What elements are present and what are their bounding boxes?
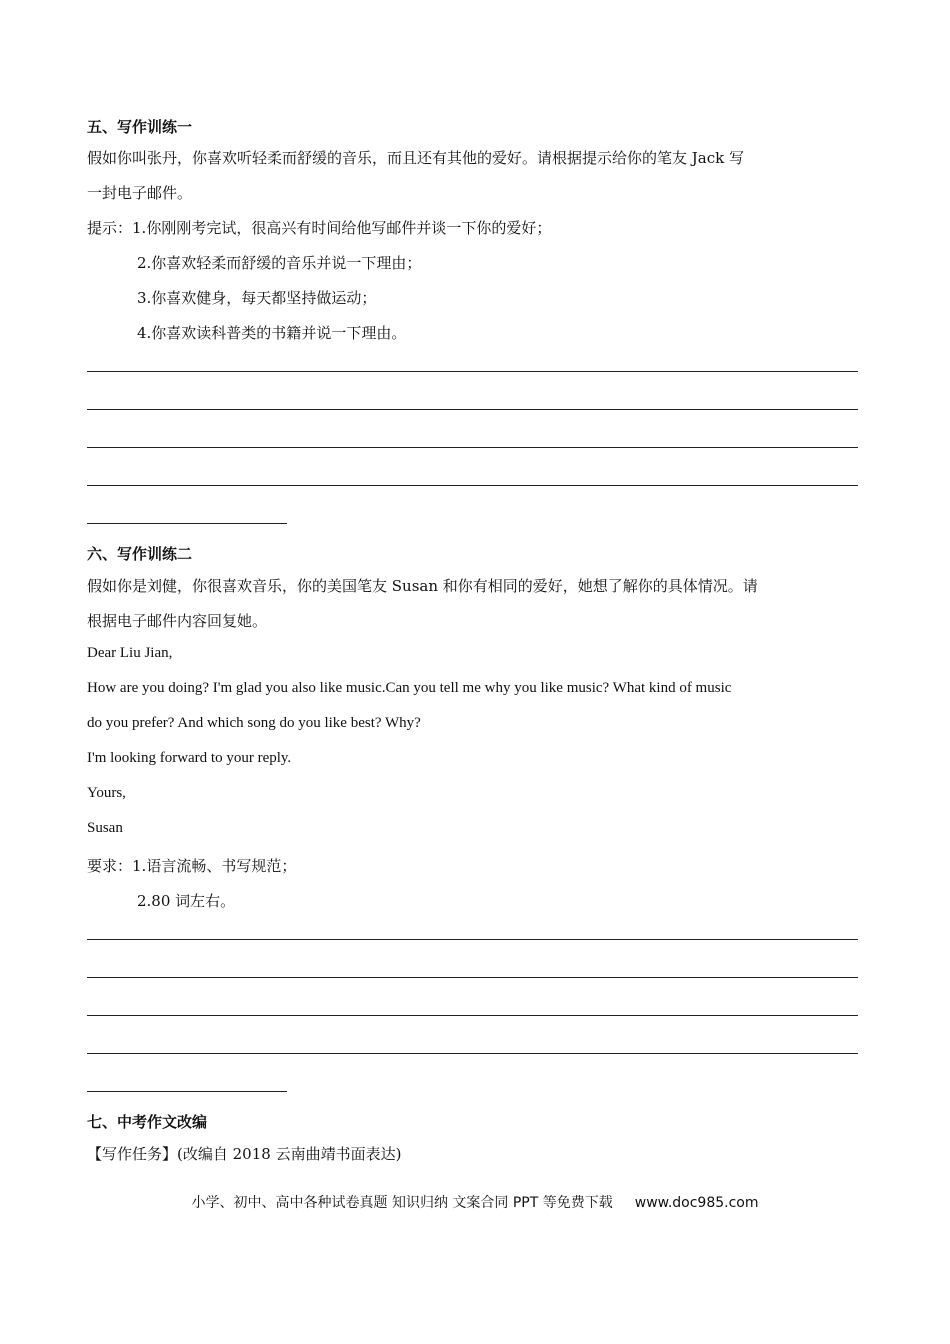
section6-title: 六、写作训练二 bbox=[87, 545, 193, 563]
writing-line[interactable] bbox=[87, 409, 858, 410]
writing-line-short[interactable] bbox=[87, 1091, 287, 1092]
section6-intro-line2: 根据电子邮件内容回复她。 bbox=[87, 612, 268, 630]
letter-signature: Susan bbox=[87, 820, 123, 836]
section5-hint-4: 4.你喜欢读科普类的书籍并说一下理由。 bbox=[137, 324, 407, 342]
requirement-1 bbox=[87, 855, 296, 876]
letter-closing-line: I'm looking forward to your reply. bbox=[87, 750, 292, 766]
writing-line[interactable] bbox=[87, 1053, 858, 1054]
section5-hint-1 bbox=[87, 217, 551, 238]
writing-line[interactable] bbox=[87, 977, 858, 978]
section5-intro-line1: 假如你叫张丹，你喜欢听轻柔而舒缓的音乐，而且还有其他的爱好。请根据提示给你的笔友 Jack 写 bbox=[87, 149, 744, 167]
page-footer bbox=[0, 1192, 950, 1212]
letter-body-line2: do you prefer? And which song do you like best? Why? bbox=[87, 715, 421, 731]
writing-line[interactable] bbox=[87, 371, 858, 372]
writing-line[interactable] bbox=[87, 1015, 858, 1016]
writing-line[interactable] bbox=[87, 939, 858, 940]
requirement-text: 1.语言流畅、书写规范； bbox=[132, 857, 297, 875]
requirement-2: 2.80 词左右。 bbox=[137, 892, 236, 910]
section7-title: 七、中考作文改编 bbox=[87, 1113, 208, 1131]
writing-line-short[interactable] bbox=[87, 523, 287, 524]
writing-line[interactable] bbox=[87, 447, 858, 448]
footer-url-link[interactable]: www.doc985.com bbox=[634, 1195, 759, 1211]
requirements-label: 要求： bbox=[87, 857, 133, 875]
section5-hint-2: 2.你喜欢轻柔而舒缓的音乐并说一下理由； bbox=[137, 254, 422, 272]
hints-label: 提示： bbox=[87, 219, 133, 237]
letter-body-line1: How are you doing? I'm glad you also like music.Can you tell me why you like music? What kind of music bbox=[87, 680, 732, 696]
letter-greeting: Dear Liu Jian, bbox=[87, 645, 173, 661]
section5-hint-3: 3.你喜欢健身，每天都坚持做运动； bbox=[137, 289, 377, 307]
footer-text: 小学、初中、高中各种试卷真题 知识归纳 文案合同 PPT 等免费下载 bbox=[191, 1195, 613, 1211]
section7-task: 【写作任务】(改编自 2018 云南曲靖书面表达) bbox=[87, 1145, 402, 1163]
writing-line[interactable] bbox=[87, 485, 858, 486]
hint-text: 1.你刚刚考完试，很高兴有时间给他写邮件并谈一下你的爱好； bbox=[132, 219, 552, 237]
letter-signoff: Yours, bbox=[87, 785, 126, 801]
section6-intro-line1: 假如你是刘健，你很喜欢音乐，你的美国笔友 Susan 和你有相同的爱好，她想了解你的具体情况。请 bbox=[87, 577, 758, 595]
section5-intro-line2: 一封电子邮件。 bbox=[87, 184, 193, 202]
section5-title: 五、写作训练一 bbox=[87, 118, 193, 136]
